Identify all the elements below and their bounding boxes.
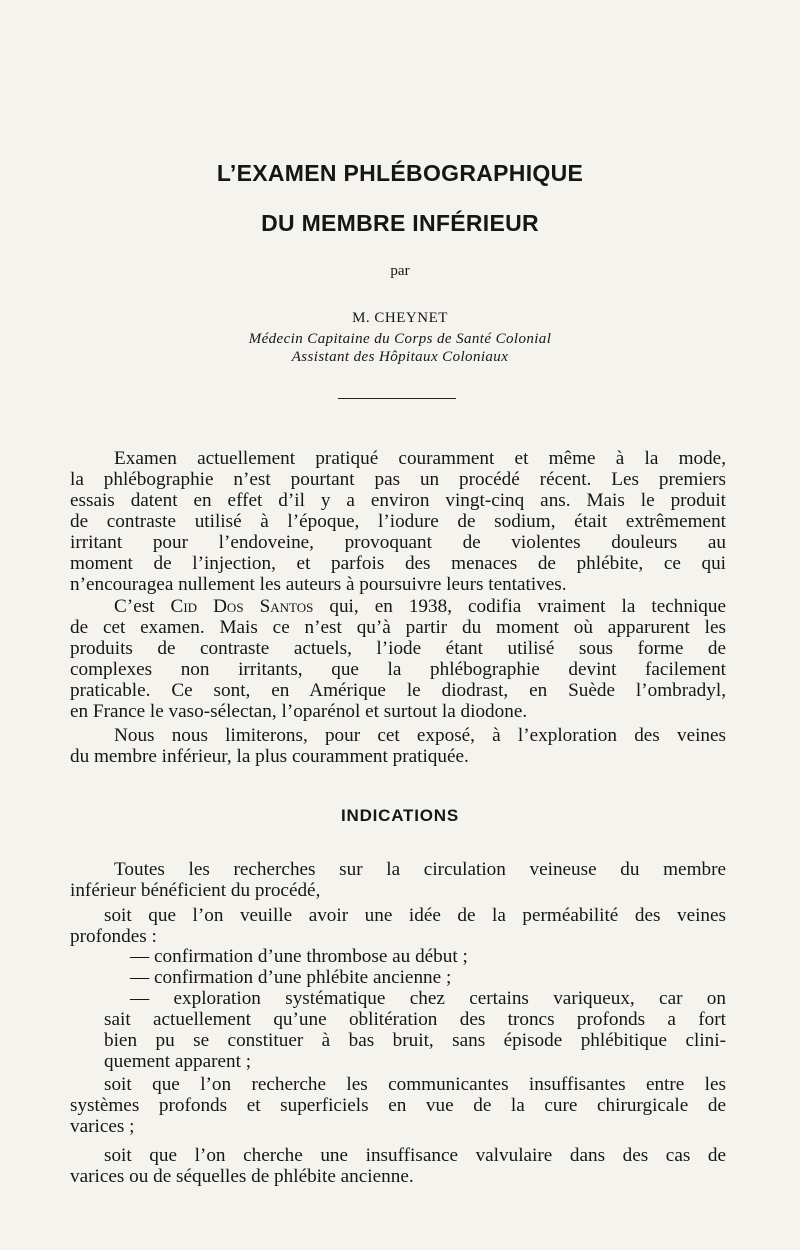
article-title-line1: L’EXAMEN PHLÉBOGRAPHIQUE — [216, 160, 584, 186]
list-item: — confirmation d’une thrombose au début ; — [130, 946, 468, 967]
text-line: sait actuellement qu’une oblitération des troncs profonds a fort — [104, 1009, 726, 1030]
text-line: de cet examen. Mais ce n’est qu’à partir du moment où apparurent les — [70, 617, 726, 638]
text-line: praticable. Ce sont, en Amérique le diodrast, en Suède l’ombradyl, — [70, 680, 726, 701]
indication-bullet-list — [70, 946, 726, 1072]
text-line: soit que l’on veuille avoir une idée de la perméabilité des veines — [104, 905, 726, 926]
text-line: n’encouragea nullement les auteurs à poursuivre leurs tentatives. — [70, 574, 567, 595]
by-label: par — [390, 263, 410, 279]
paragraph-3 — [70, 725, 726, 767]
section-heading: INDICATIONS — [340, 806, 460, 825]
text-line: inférieur bénéficient du procédé, — [70, 880, 321, 901]
text-line: soit que l’on recherche les communicantes insuffisantes entre les — [104, 1074, 726, 1095]
author-affiliation-line1: Médecin Capitaine du Corps de Santé Colonial — [248, 331, 552, 347]
list-item: — confirmation d’une phlébite ancienne ; — [130, 967, 452, 988]
list-item: — exploration systématique chez certains variqueux, car on — [130, 988, 726, 1009]
text-line — [70, 596, 726, 617]
text-line: varices ; — [70, 1116, 135, 1137]
text-fragment: qui, en 1938, codifia vraiment la technique — [313, 596, 726, 617]
text-line: quement apparent ; — [104, 1051, 252, 1072]
text-line: varices ou de séquelles de phlébite ancienne. — [70, 1166, 414, 1187]
text-line: du membre inférieur, la plus couramment pratiquée. — [70, 746, 469, 767]
text-line: irritant pour l’endoveine, provoquant de violentes douleurs au — [70, 532, 726, 553]
separator-rule — [338, 398, 456, 399]
text-line: systèmes profonds et superficiels en vue de la cure chirurgicale de — [70, 1095, 726, 1116]
text-line: de contraste utilisé à l’époque, l’iodure de sodium, était extrêmement — [70, 511, 726, 532]
text-line: essais datent en effet d’il y a environ vingt-cinq ans. Mais le produit — [70, 490, 726, 511]
text-line: en France le vaso-sélectan, l’oparénol et surtout la diodone. — [70, 701, 528, 722]
text-line: Examen actuellement pratiqué couramment et même à la mode, — [114, 448, 726, 469]
article-title-line2: DU MEMBRE INFÉRIEUR — [261, 210, 539, 236]
text-line: profondes : — [70, 926, 157, 947]
indication-case-3 — [70, 1145, 726, 1187]
text-line: Nous nous limiterons, pour cet exposé, à l’exploration des veines — [114, 725, 726, 746]
paragraph-1 — [70, 448, 726, 595]
text-line: Toutes les recherches sur la circulation veineuse du membre — [114, 859, 726, 880]
text-line: produits de contraste actuels, l’iode étant utilisé sous forme de — [70, 638, 726, 659]
author-name: M. CHEYNET — [352, 310, 448, 326]
paragraph-2 — [70, 596, 726, 722]
indication-case-2 — [70, 1074, 726, 1137]
text-line: soit que l’on cherche une insuffisance valvulaire dans des cas de — [104, 1145, 726, 1166]
text-line: bien pu se constituer à bas bruit, sans épisode phlébitique clini- — [104, 1030, 726, 1051]
text-line: moment de l’injection, et parfois des menaces de phlébite, ce qui — [70, 553, 726, 574]
section-intro — [70, 859, 726, 901]
text-line: complexes non irritants, que la phlébographie devint facilement — [70, 659, 726, 680]
text-fragment: C’est — [114, 596, 171, 617]
cited-author-name: Cid Dos Santos — [170, 596, 314, 617]
indication-case-1 — [70, 905, 726, 947]
author-affiliation-line2: Assistant des Hôpitaux Coloniaux — [291, 349, 509, 365]
text-line: la phlébographie n’est pourtant pas un procédé récent. Les premiers — [70, 469, 726, 490]
